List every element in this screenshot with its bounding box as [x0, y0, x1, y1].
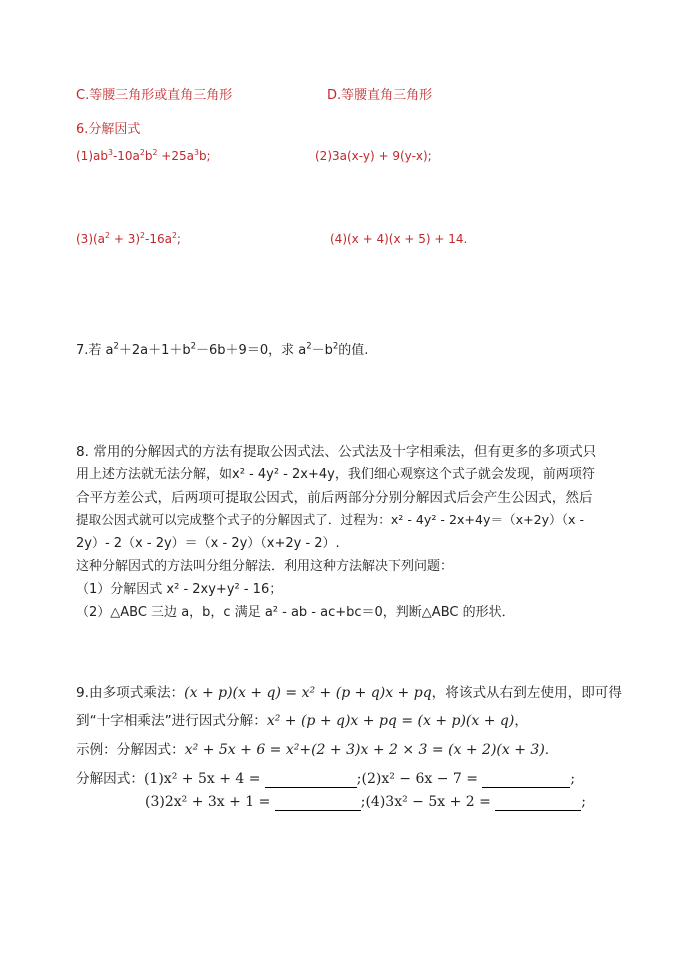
q9-line2: 到“十字相乘法”进行因式分解：x² + (p + q)x + pq = (x + p)(x + q)， — [76, 713, 528, 729]
answer-blank-1[interactable] — [265, 771, 357, 788]
q8-line2: 用上述方法就无法分解，如x² - 4y² - 2x+4y，我们细心观察这个式子就会发现，前两项符 — [76, 467, 595, 482]
q9-exercise-row2: (3)2x² + 3x + 1 = ;(4)3x² − 5x + 2 = ; — [145, 794, 586, 810]
q8-line4: 提取公因式就可以完成整个式子的分解因式了．过程为：x² - 4y² - 2x+4y＝（x+2y）（x - — [76, 512, 584, 527]
q8-line5: 2y）- 2（x - 2y）＝（x - 2y）（x+2y - 2）. — [76, 536, 340, 551]
q6-part1: $(1)ab^3-10a^2b^2 +25a^3b$; — [76, 148, 211, 163]
q8-line7: （1）分解因式 x² - 2xy+y² - 16； — [76, 582, 283, 597]
q8-line1: 8. 常用的分解因式的方法有提取公因式法、公式法及十字相乘法，但有更多的多项式只 — [76, 444, 597, 460]
q9-line1: 9.由多项式乘法：(x + p)(x + q) = x² + (p + q)x + pq，将该式从右到左使用，即可得 — [76, 685, 622, 701]
option-c: C.等腰三角形或直角三角形 — [76, 88, 233, 103]
q6-part2: (2)3a(x-y) + 9(y-x); — [315, 149, 432, 163]
q9-line3: 示例：分解因式：x² + 5x + 6 = x²+(2 + 3)x + 2 × 3 = (x + 2)(x + 3). — [76, 742, 550, 758]
q6-heading: 6.分解因式 — [76, 122, 141, 137]
answer-blank-4[interactable] — [495, 794, 581, 811]
answer-blank-3[interactable] — [275, 794, 361, 811]
option-d: D.等腰直角三角形 — [327, 88, 433, 103]
q8-line3: 合平方差公式，后两项可提取公因式，前后两部分分别分解因式后会产生公因式，然后 — [76, 490, 593, 506]
q9-formula-1: (x + p)(x + q) = x² + (p + q)x + pq — [184, 685, 432, 701]
q6-part3: $(3)(a^2 + 3)^2-16a^2$; — [76, 231, 181, 246]
q8-line8: （2）△ABC 三边 a，b，c 满足 a² - ab - ac+bc＝0，判断△ABC 的形状． — [76, 605, 515, 620]
q7-text: 7.若 $a^2+2a+1+b^2-6b+9=0$，求 $a^2-b^2$的值. — [76, 340, 369, 358]
q9-exercise-row1: 分解因式：(1)x² + 5x + 4 = ;(2)x² − 6x − 7 = ; — [76, 771, 576, 787]
q9-formula-2: x² + (p + q)x + pq = (x + p)(x + q) — [266, 713, 515, 729]
q9-example-formula: x² + 5x + 6 = x²+(2 + 3)x + 2 × 3 = (x + 2)(x + 3) — [184, 742, 545, 758]
q6-part4: (4)(x + 4)(x + 5) + 14. — [330, 232, 468, 246]
answer-blank-2[interactable] — [482, 771, 570, 788]
q8-line6: 这种分解因式的方法叫分组分解法．利用这种方法解决下列问题： — [76, 559, 454, 574]
